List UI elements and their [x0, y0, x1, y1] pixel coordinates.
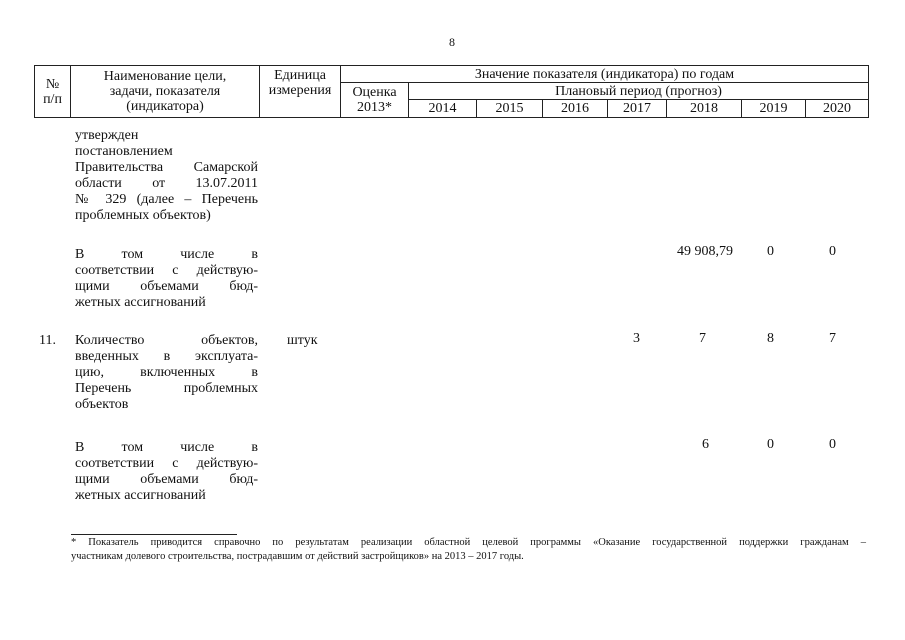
header-estimate: Оценка 2013* — [341, 83, 409, 118]
value-2019: 0 — [767, 437, 774, 452]
header-year: 2016 — [543, 100, 608, 118]
value-2020: 0 — [829, 244, 836, 259]
indicator-name-continuation: утвержден постановлением Правительства Самарской области от 13.07.2011 № 329 (далее – Перечень проблемных объектов) — [75, 128, 258, 223]
header-year: 2020 — [806, 100, 869, 118]
header-values-title: Значение показателя (индикатора) по годам — [341, 66, 869, 83]
header-unit: Единица измерения — [260, 66, 341, 118]
header-number: № п/п — [35, 66, 71, 118]
footnote-separator — [71, 534, 237, 535]
footnote: * Показатель приводится справочно по результатам реализации областной целевой программы «Оказание государственной поддержки гражданам – участникам долевого строительства, пострадавшим от действий застройщиков» на 2013 – 2017 годы. — [71, 537, 866, 562]
value-2018: 6 — [702, 437, 709, 452]
header-plan-title: Плановый период (прогноз) — [409, 83, 869, 100]
value-2020: 7 — [829, 331, 836, 346]
indicator-name: В том числе в соответствии с действую- щими объемами бюд- жетных ассигнований — [75, 247, 258, 310]
value-2019: 8 — [767, 331, 774, 346]
header-year: 2019 — [742, 100, 806, 118]
value-2020: 0 — [829, 437, 836, 452]
header-year: 2015 — [477, 100, 543, 118]
value-2019: 0 — [767, 244, 774, 259]
indicator-name: Количество объектов, введенных в эксплуата- цию, включенных в Перечень проблемных объектов — [75, 333, 258, 412]
header-year: 2014 — [409, 100, 477, 118]
indicator-name: В том числе в соответствии с действую- щими объемами бюд- жетных ассигнований — [75, 440, 258, 503]
row-number: 11. — [39, 333, 56, 348]
value-2018: 7 — [699, 331, 706, 346]
value-2018: 49 908,79 — [677, 244, 733, 259]
value-2017: 3 — [633, 331, 640, 346]
header-year: 2018 — [667, 100, 742, 118]
unit: штук — [287, 333, 318, 348]
header-name: Наименование цели, задачи, показателя (индикатора) — [71, 66, 260, 118]
table-header — [34, 65, 869, 118]
header-year: 2017 — [608, 100, 667, 118]
page-number: 8 — [449, 35, 455, 49]
